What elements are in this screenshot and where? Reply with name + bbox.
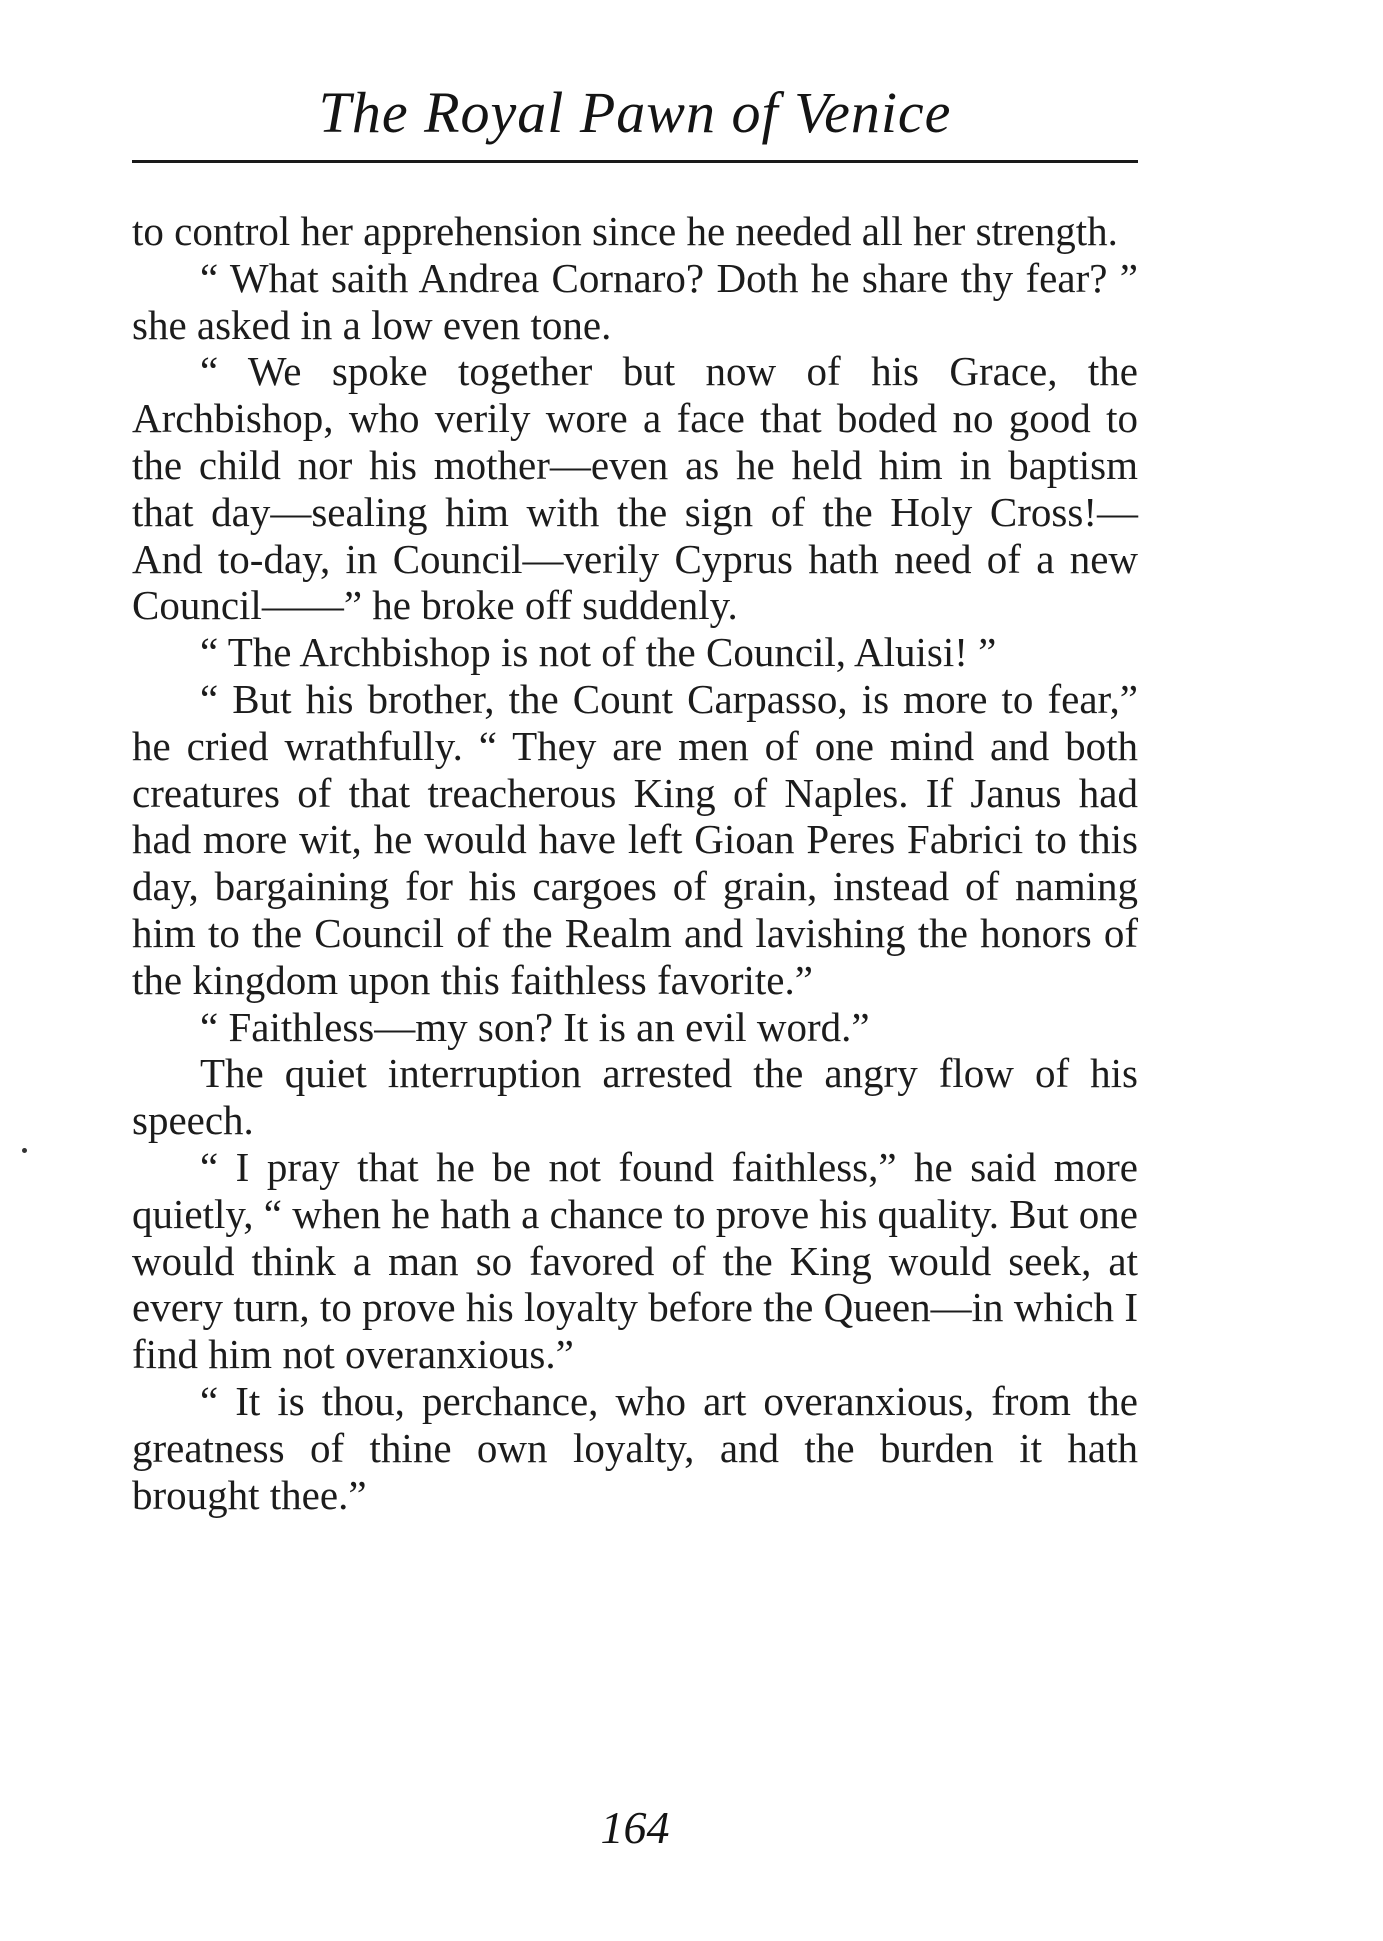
paragraph: “ It is thou, perchance, who art overanxious, from the greatness of thine own loyalty, and the burden it hath brought thee.” [132,1377,1138,1518]
page-number: 164 [600,1802,670,1853]
paragraph: The quiet interruption arrested the angry flow of his speech. [132,1050,1138,1144]
paragraph: to control her apprehension since he needed all her strength. [132,208,1118,254]
body-text [132,208,1138,1518]
margin-speck [22,1148,27,1153]
running-head: The Royal Pawn of Venice [318,80,952,145]
paragraph: “ The Archbishop is not of the Council, Aluisi! ” [200,629,997,676]
paragraph: “ Faithless—my son? It is an evil word.” [200,1003,870,1050]
paragraph: “ We spoke together but now of his Grace, the Archbishop, who verily wore a face that boded no good to the child nor his mother—even as he held him in baptism that day—sealing him with the sign of the Holy Cross!—And to-day, in Council—verily Cyprus hath need of a new Council——” he broke off suddenly. [132,348,1138,629]
paragraph: “ What saith Andrea Cornaro? Doth he share thy fear? ” she asked in a low even tone. [132,254,1138,348]
paragraph: “ But his brother, the Count Carpasso, is more to fear,” he cried wrathfully. “ They are men of one mind and both creatures of that treacherous King of Naples. If Janus had had more wit, he would have left Gioan Peres Fabrici to this day, bargaining for his cargoes of grain, instead of naming him to the Council of the Realm and lavishing the honors of the kingdom upon this faithless favorite.” [132,675,1138,1003]
paragraph: “ I pray that he be not found faithless,” he said more quietly, “ when he hath a chance to prove his quality. But one would think a man so favored of the King would seek, at every turn, to prove his loyalty before the Queen—in which I find him not overanxious.” [132,1143,1138,1378]
header-rule [132,160,1138,163]
